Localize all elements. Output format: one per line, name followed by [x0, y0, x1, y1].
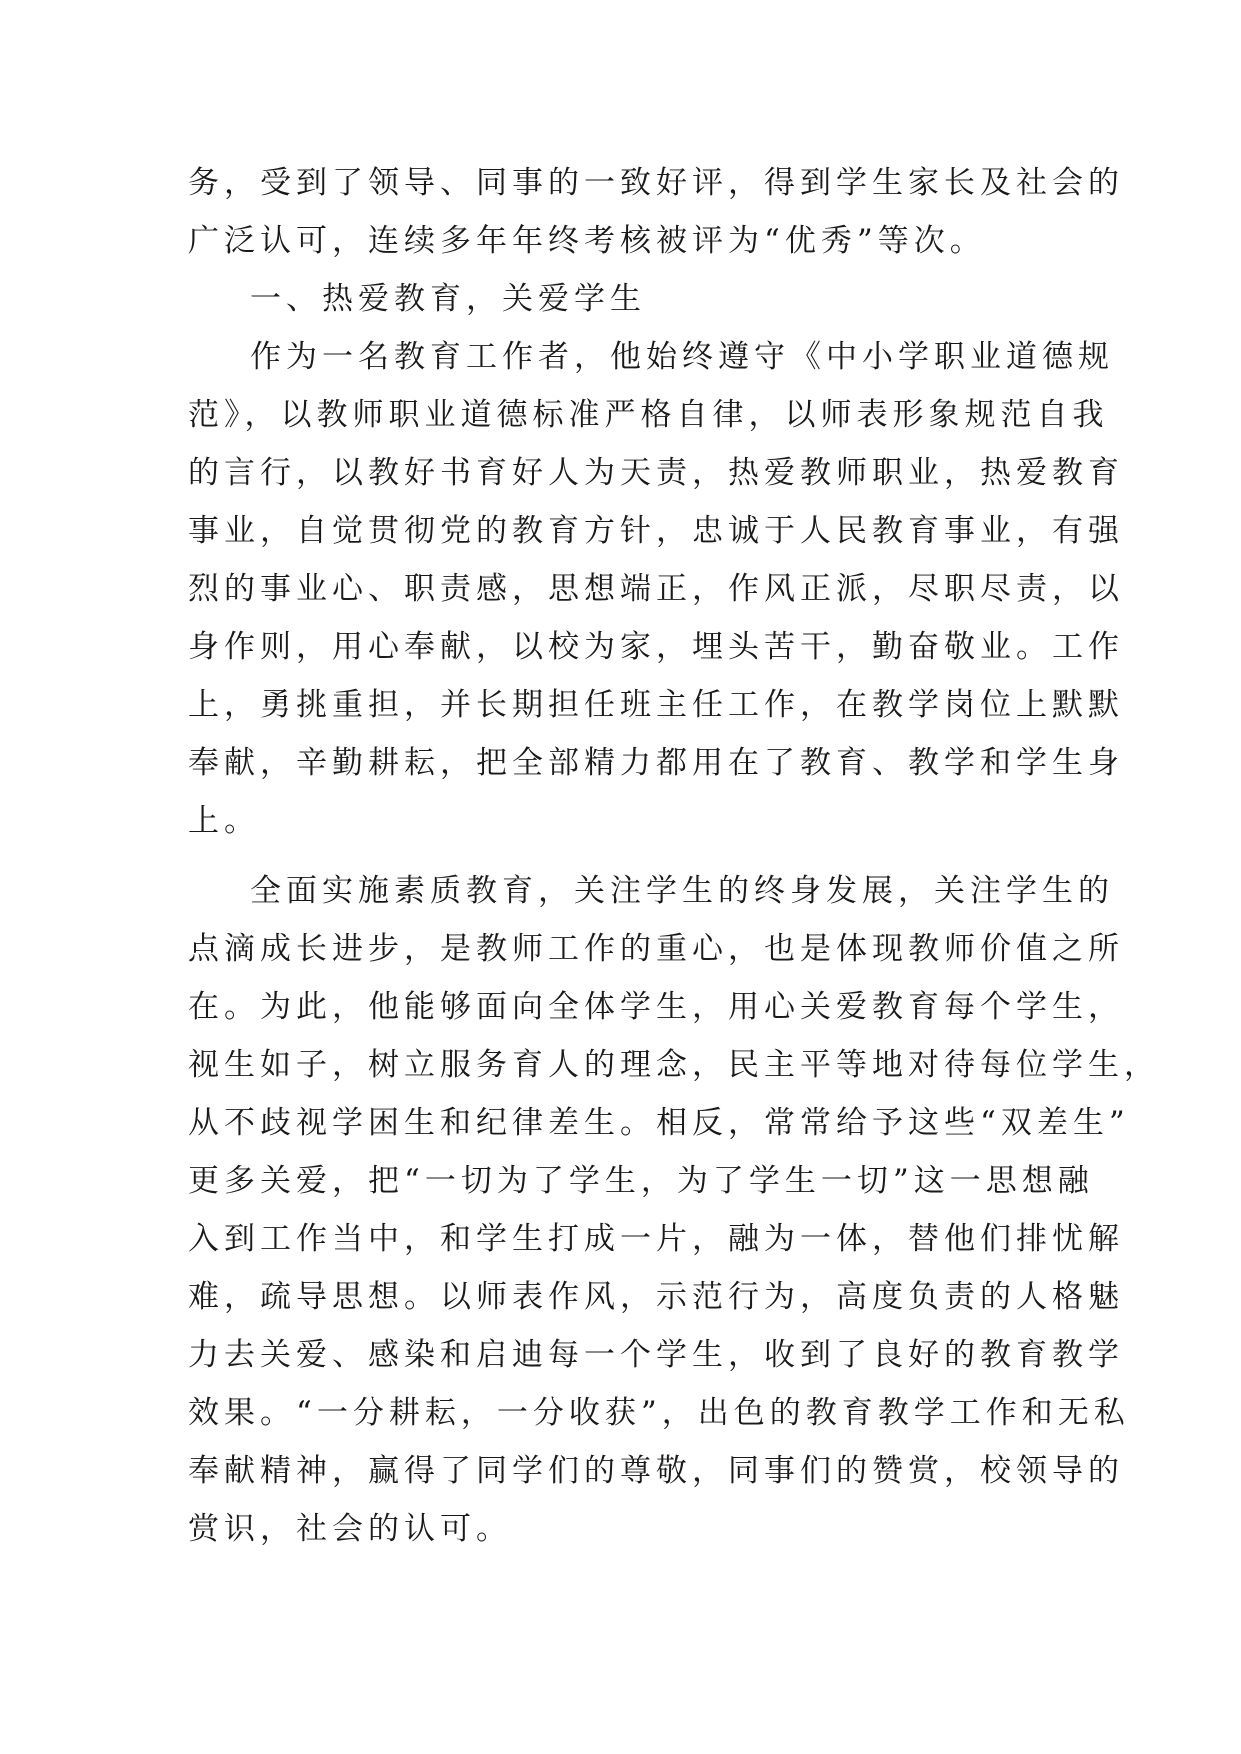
text-line: 上。 — [188, 803, 260, 839]
text-line: 力去关爱、感染和启迪每一个学生，收到了良好的教育教学 — [188, 1337, 1124, 1373]
text-line: 作为一名教育工作者，他始终遵守《中小学职业道德规 — [250, 339, 1114, 375]
text-line: 事业，自觉贯彻党的教育方针，忠诚于人民教育事业，有强 — [188, 513, 1124, 549]
text-line: 上，勇挑重担，并长期担任班主任工作，在教学岗位上默默 — [188, 687, 1124, 723]
text-line: 赏识，社会的认可。 — [188, 1511, 512, 1547]
text-line: 范》，以教师职业道德标准严格自律，以师表形象规范自我 — [188, 397, 1109, 433]
text-line: 效果。“一分耕耘，一分收获”，出色的教育教学工作和无私 — [188, 1395, 1130, 1431]
text-line: 一、热爱教育，关爱学生 — [250, 281, 646, 317]
text-line: 广泛认可，连续多年年终考核被评为“优秀”等次。 — [188, 223, 986, 259]
text-line: 从不歧视学困生和纪律差生。相反，常常给予这些“双差生” — [188, 1105, 1130, 1141]
document-body — [188, 154, 1160, 1558]
text-line: 奉献精神，赢得了同学们的尊敬，同事们的赞赏，校领导的 — [188, 1453, 1124, 1489]
text-line: 奉献，辛勤耕耘，把全部精力都用在了教育、教学和学生身 — [188, 745, 1124, 781]
text-line: 难，疏导思想。以师表作风，示范行为，高度负责的人格魅 — [188, 1279, 1124, 1315]
text-line: 全面实施素质教育，关注学生的终身发展，关注学生的 — [250, 873, 1114, 909]
text-line: 的言行，以教好书育好人为天责，热爱教师职业，热爱教育 — [188, 455, 1124, 491]
text-line: 在。为此，他能够面向全体学生，用心关爱教育每个学生， — [188, 989, 1124, 1025]
text-line: 视生如子，树立服务育人的理念，民主平等地对待每位学生， — [188, 1047, 1160, 1083]
text-line: 身作则，用心奉献，以校为家，埋头苦干，勤奋敬业。工作 — [188, 629, 1124, 665]
text-line: 烈的事业心、职责感，思想端正，作风正派，尽职尽责，以 — [188, 571, 1124, 607]
text-line: 更多关爱，把“一切为了学生，为了学生一切”这一思想融 — [188, 1163, 1094, 1199]
text-line: 点滴成长进步，是教师工作的重心，也是体现教师价值之所 — [188, 931, 1124, 967]
text-line: 务，受到了领导、同事的一致好评，得到学生家长及社会的 — [188, 165, 1124, 201]
text-line: 入到工作当中，和学生打成一片，融为一体，替他们排忧解 — [188, 1221, 1124, 1257]
